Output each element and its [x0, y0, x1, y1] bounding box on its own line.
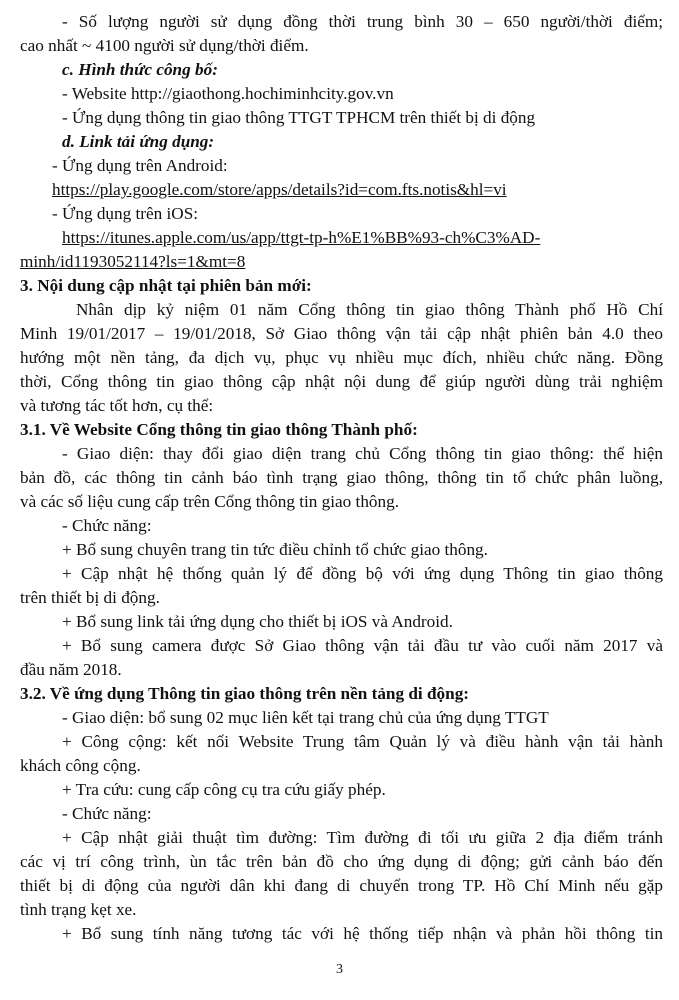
- subheading: d. Link tải ứng dụng:: [62, 132, 215, 151]
- text-line: - Ứng dụng trên iOS:: [52, 204, 199, 223]
- android-link[interactable]: https://play.google.com/store/apps/details?id=com.fts.notis&hl=vi: [52, 180, 507, 199]
- text-line: - Ứng dụng trên Android:: [52, 156, 228, 175]
- text-line: - Chức năng:: [62, 516, 152, 535]
- section-heading: 3.1. Về Website Cổng thông tin giao thông Thành phố:: [20, 420, 418, 439]
- text-line: + Công cộng: kết nối Website Trung tâm Quản lý và điều hành vận tải hành: [62, 732, 663, 751]
- section-heading: 3. Nội dung cập nhật tại phiên bản mới:: [20, 276, 312, 295]
- text-line: Nhân dịp kỷ niệm 01 năm Cổng thông tin giao thông Thành phố Hồ Chí: [76, 300, 663, 319]
- text-line: thời, Cổng thông tin giao thông cập nhật nội dung để giúp người dùng trải nghiệm: [20, 372, 663, 391]
- text-line: bản đồ, các thông tin cảnh báo tình trạng giao thông, thông tin tổ chức phân luồng,: [20, 468, 663, 487]
- text-line: trên thiết bị di động.: [20, 588, 160, 607]
- text-line: đầu năm 2018.: [20, 660, 122, 679]
- subheading: c. Hình thức công bố:: [62, 60, 218, 79]
- text-line: - Giao diện: thay đổi giao diện trang chủ Cổng thông tin giao thông: thể hiện: [62, 444, 663, 463]
- text-line: cao nhất ~ 4100 người sử dụng/thời điểm.: [20, 36, 309, 55]
- text-line: và tương tác tốt hơn, cụ thể:: [20, 396, 214, 415]
- section-heading: 3.2. Về ứng dụng Thông tin giao thông trên nền tảng di động:: [20, 684, 470, 703]
- text-line: tình trạng kẹt xe.: [20, 900, 137, 919]
- ios-link-cont[interactable]: minh/id1193052114?ls=1&mt=8: [20, 252, 246, 271]
- text-line: + Cập nhật hệ thống quản lý để đồng bộ với ứng dụng Thông tin giao thông: [62, 564, 663, 583]
- text-line: - Giao diện: bổ sung 02 mục liên kết tại trang chủ của ứng dụng TTGT: [62, 708, 549, 727]
- text-line: + Bổ sung tính năng tương tác với hệ thống tiếp nhận và phản hồi thông tin: [62, 924, 663, 943]
- ios-link[interactable]: https://itunes.apple.com/us/app/ttgt-tp-h%E1%BB%93-ch%C3%AD-: [62, 228, 541, 247]
- text-line: khách công cộng.: [20, 756, 141, 775]
- text-line: + Tra cứu: cung cấp công cụ tra cứu giấy phép.: [62, 780, 386, 799]
- text-line: và các số liệu cung cấp trên Cổng thông tin giao thông.: [20, 492, 399, 511]
- text-line: Minh 19/01/2017 – 19/01/2018, Sở Giao thông vận tải cập nhật phiên bản 4.0 theo: [20, 324, 663, 343]
- text-line: thiết bị di động của người dân khi đang di chuyển trong TP. Hồ Chí Minh nếu gặp: [20, 876, 663, 895]
- text-line: hướng một nền tảng, đa dịch vụ, phục vụ nhiều mục đích, nhiều chức năng. Đồng: [20, 348, 663, 367]
- text-line: + Bổ sung camera được Sở Giao thông vận tải đầu tư vào cuối năm 2017 và: [62, 636, 663, 655]
- text-line: + Bổ sung chuyên trang tin tức điều chỉnh tổ chức giao thông.: [62, 540, 488, 559]
- text-line: - Ứng dụng thông tin giao thông TTGT TPHCM trên thiết bị di động: [62, 108, 536, 127]
- text-line: các vị trí công trình, ùn tắc trên bản đồ cho ứng dụng di động; gửi cảnh báo đến: [20, 852, 663, 871]
- text-line: - Chức năng:: [62, 804, 152, 823]
- text-line: + Bổ sung link tải ứng dụng cho thiết bị iOS và Android.: [62, 612, 453, 631]
- text-line: + Cập nhật giải thuật tìm đường: Tìm đường đi tối ưu giữa 2 địa điểm tránh: [62, 828, 663, 847]
- page-number: 3: [336, 962, 343, 977]
- text-line: - Website http://giaothong.hochiminhcity.gov.vn: [62, 84, 394, 103]
- text-line: - Số lượng người sử dụng đồng thời trung bình 30 – 650 người/thời điểm;: [62, 12, 663, 31]
